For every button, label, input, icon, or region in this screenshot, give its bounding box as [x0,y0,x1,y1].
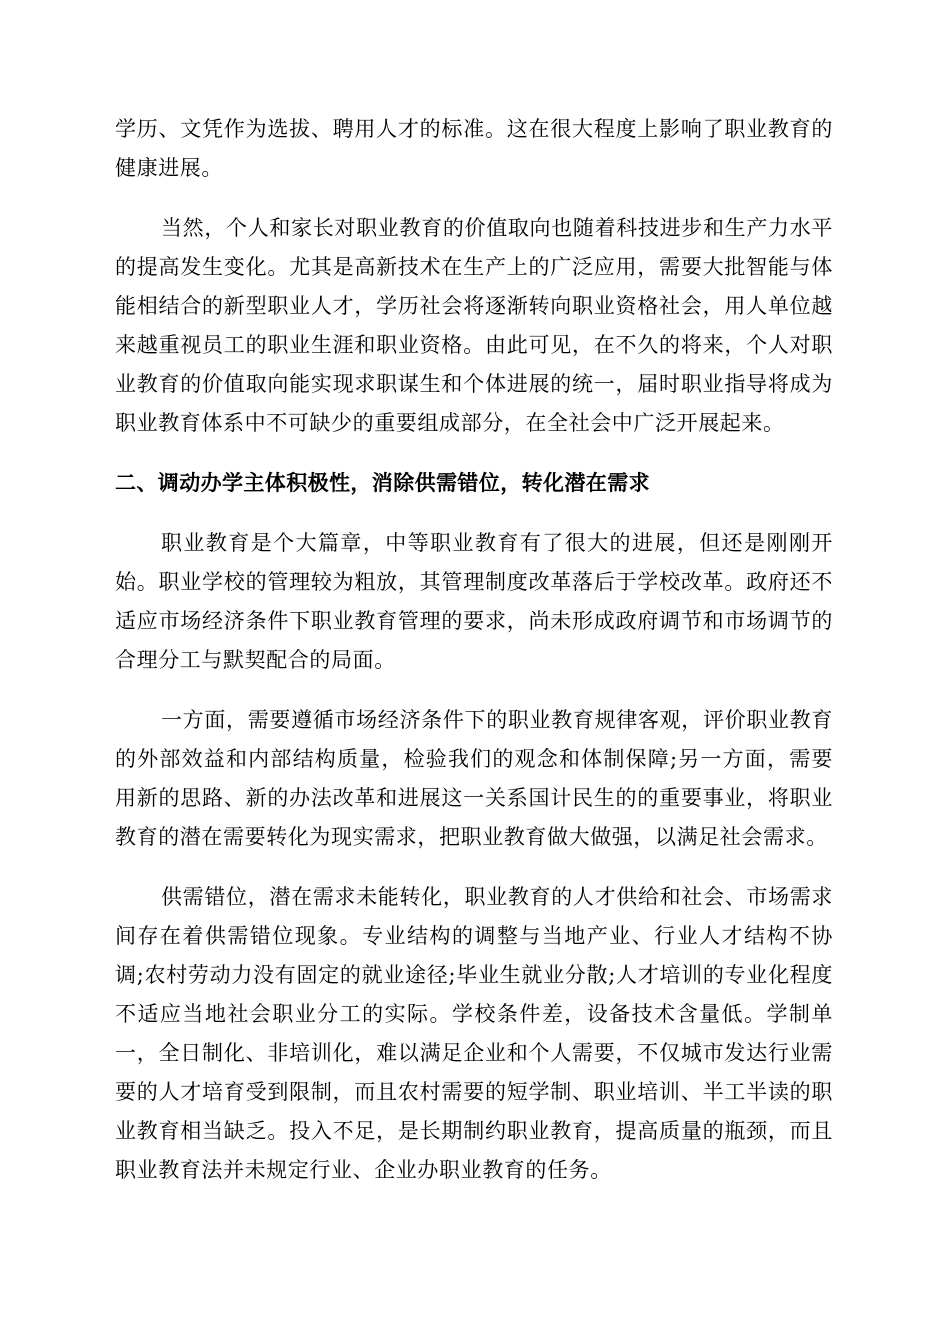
section-heading: 二、调动办学主体积极性，消除供需错位，转化潜在需求 [115,471,650,495]
document-page [115,110,833,1190]
paragraph-vocational-overview: 职业教育是个大篇章，中等职业教育有了很大的进展，但还是刚刚开始。职业学校的管理较为粗放，其管理制度改革落后于学校改革。政府还不适应市场经济条件下职业教育管理的要求，尚未形成政府调节和市场调节的合理分工与默契配合的局面。 [115,531,833,672]
paragraph-value-orientation: 当然，个人和家长对职业教育的价值取向也随着科技进步和生产力水平的提高发生变化。尤其是高新技术在生产上的广泛应用，需要大批智能与体能相结合的新型职业人才，学历社会将逐渐转向职业资格社会，用人单位越来越重视员工的职业生涯和职业资格。由此可见，在不久的将来，个人对职业教育的价值取向能实现求职谋生和个体进展的统一，届时职业指导将成为职业教育体系中不可缺少的重要组成部分，在全社会中广泛开展起来。 [115,216,833,435]
paragraph-continuation: 学历、文凭作为选拔、聘用人才的标准。这在很大程度上影响了职业教育的健康进展。 [115,117,833,180]
paragraph-supply-demand: 供需错位，潜在需求未能转化，职业教育的人才供给和社会、市场需求间存在着供需错位现象。专业结构的调整与当地产业、行业人才结构不协调;农村劳动力没有固定的就业途径;毕业生就业分散;人才培训的专业化程度不适应当地社会职业分工的实际。学校条件差，设备技术含量低。学制单一，全日制化、非培训化，难以满足企业和个人需要，不仅城市发达行业需要的人才培育受到限制，而且农村需要的短学制、职业培训、半工半读的职业教育相当缺乏。投入不足，是长期制约职业教育，提高质量的瓶颈，而且职业教育法并未规定行业、企业办职业教育的任务。 [115,885,833,1182]
paragraph-on-one-hand: 一方面，需要遵循市场经济条件下的职业教育规律客观，评价职业教育的外部效益和内部结构质量，检验我们的观念和体制保障;另一方面，需要用新的思路、新的办法改革和进展这一关系国计民生的的重要事业，将职业教育的潜在需要转化为现实需求，把职业教育做大做强，以满足社会需求。 [115,708,833,849]
